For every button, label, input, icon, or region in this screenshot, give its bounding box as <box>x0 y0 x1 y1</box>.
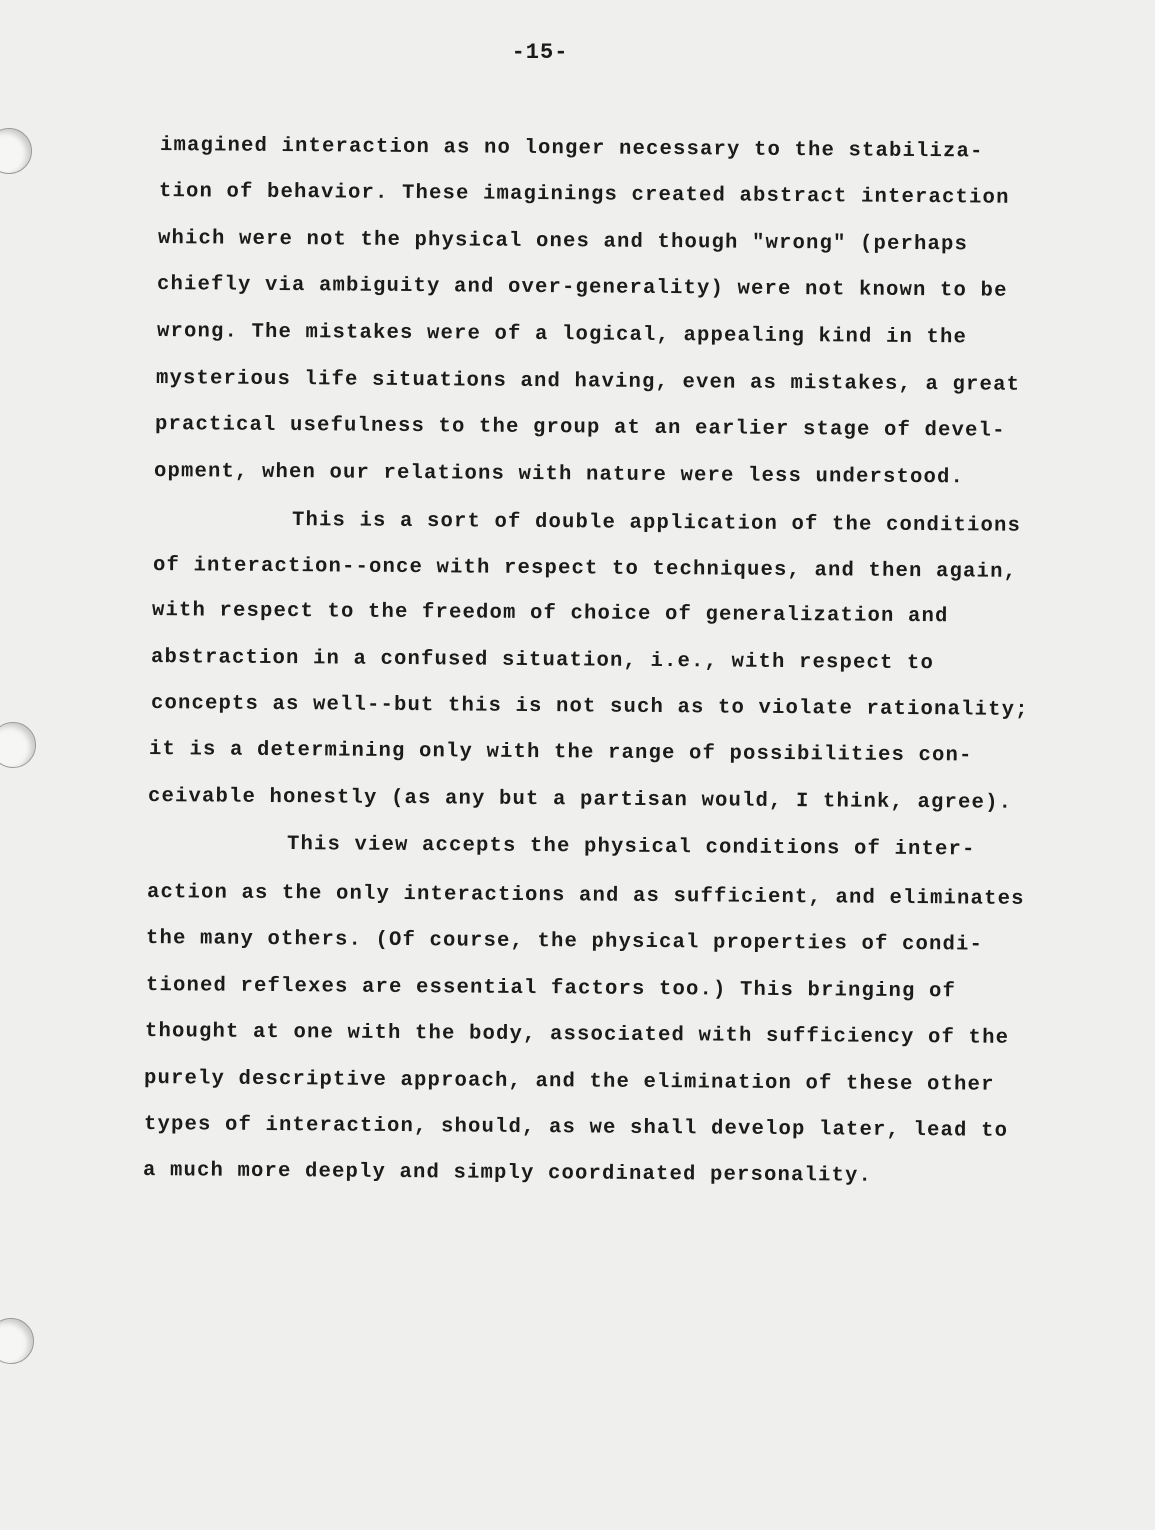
text-line: This view accepts the physical conditions of inter- <box>286 833 976 862</box>
page-number: -15- <box>511 40 569 65</box>
text-line: tioned reflexes are essential factors too.) This bringing of <box>145 974 957 1004</box>
text-line: opment, when our relations with nature were less understood. <box>153 460 965 490</box>
text-line: purely descriptive approach, and the elimination of these other <box>143 1067 995 1097</box>
text-line: tion of behavior. These imaginings created abstract interaction <box>158 180 1010 210</box>
text-line: it is a determining only with the range of possibilities con- <box>148 738 973 768</box>
text-line: of interaction--once with respect to techniques, and then again, <box>152 554 1018 584</box>
binder-hole-bottom <box>0 1318 34 1364</box>
text-line: concepts as well--but this is not such as to violate rationality; <box>150 692 1029 722</box>
text-line: chiefly via ambiguity and over-generality) were not known to be <box>156 273 1008 303</box>
text-line: which were not the physical ones and though "wrong" (perhaps <box>157 227 969 257</box>
binder-hole-top <box>0 128 32 174</box>
text-line: practical usefulness to the group at an earlier stage of devel- <box>154 413 1006 443</box>
text-line: imagined interaction as no longer necessary to the stabiliza- <box>159 134 984 164</box>
binder-hole-middle <box>0 722 36 768</box>
text-line: types of interaction, should, as we shall develop later, lead to <box>143 1113 1009 1143</box>
text-line: the many others. (Of course, the physical properties of condi- <box>145 927 984 957</box>
text-line: with respect to the freedom of choice of generalization and <box>151 599 949 629</box>
text-line: mysterious life situations and having, even as mistakes, a great <box>155 367 1021 397</box>
text-line: thought at one with the body, associated with sufficiency of the <box>144 1020 1010 1050</box>
text-line: abstraction in a confused situation, i.e., with respect to <box>150 646 935 676</box>
text-line: action as the only interactions and as sufficient, and eliminates <box>146 881 1025 911</box>
text-line: wrong. The mistakes were of a logical, appealing kind in the <box>156 320 968 350</box>
text-line: This is a sort of double application of the conditions <box>291 509 1022 538</box>
text-line: ceivable honestly (as any but a partisan would, I think, agree). <box>147 785 1013 815</box>
text-line: a much more deeply and simply coordinated personality. <box>142 1159 873 1188</box>
